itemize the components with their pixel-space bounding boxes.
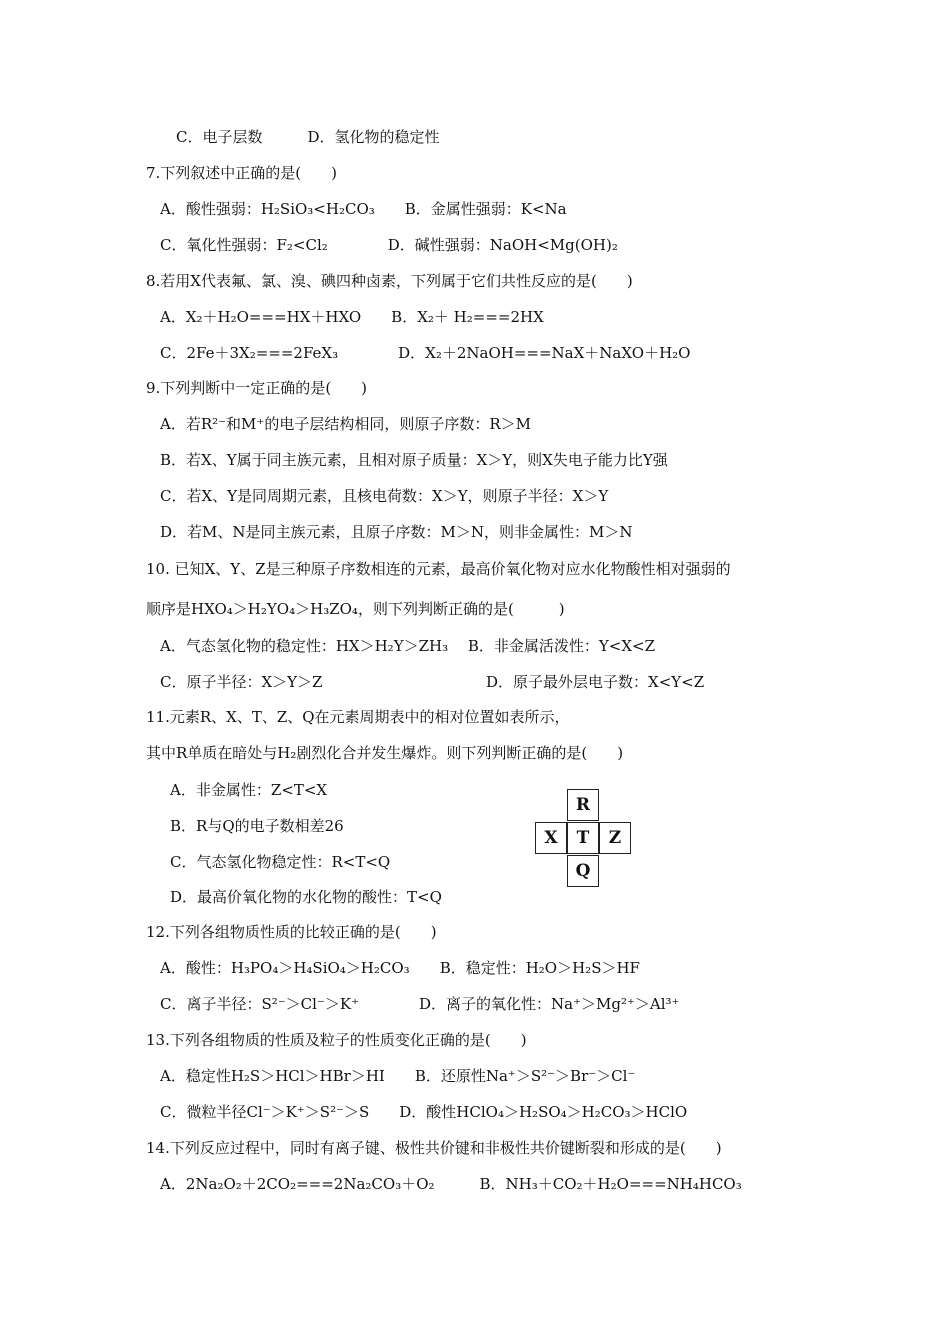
q11-option-d: D．最高价氧化物的水化物的酸性：T<Q	[170, 888, 442, 906]
q8-options-ab: A．X₂＋H₂O===HX＋HXO B．X₂＋ H₂===2HX	[160, 308, 544, 326]
q10-options-ab: A．气态氢化物的稳定性：HX＞H₂Y＞ZH₃ B．非金属活泼性：Y<X<Z	[160, 637, 656, 655]
q8-options-cd: C．2Fe＋3X₂===2FeX₃ D．X₂＋2NaOH===NaX＋NaXO＋H₂O	[160, 344, 691, 362]
q12-options-ab: A．酸性：H₃PO₄＞H₄SiO₄＞H₂CO₃ B．稳定性：H₂O＞H₂S＞HF	[160, 959, 640, 977]
question-9: 9.下列判断中一定正确的是( )	[146, 379, 368, 397]
q7-options-cd: C．氧化性强弱：F₂<Cl₂ D．碱性强弱：NaOH<Mg(OH)₂	[160, 236, 618, 254]
q11-option-a: A．非金属性：Z<T<X	[170, 781, 328, 799]
question-8: 8.若用X代表氟、氯、溴、碘四种卤素，下列属于它们共性反应的是( )	[146, 272, 633, 290]
q12-options-cd: C．离子半径：S²⁻＞Cl⁻＞K⁺ D．离子的氧化性：Na⁺＞Mg²⁺＞Al³⁺	[160, 995, 680, 1013]
q14-options-ab: A．2Na₂O₂＋2CO₂===2Na₂CO₃＋O₂ B．NH₃＋CO₂＋H₂O===NH₄HCO₃	[160, 1175, 742, 1193]
question-7: 7.下列叙述中正确的是( )	[146, 164, 338, 182]
cell-t: T	[567, 822, 599, 854]
q13-options-cd: C．微粒半径Cl⁻＞K⁺＞S²⁻＞S D．酸性HClO₄＞H₂SO₄＞H₂CO₃＞HClO	[160, 1103, 688, 1121]
question-11: 11.元素R、X、T、Z、Q在元素周期表中的相对位置如表所示，	[146, 708, 570, 726]
q10-option-d: D．原子最外层电子数：X<Y<Z	[486, 673, 705, 691]
q10-option-c: C．原子半径：X＞Y＞Z	[160, 673, 323, 691]
q9-option-d: D．若M、N是同主族元素，且原子序数：M＞N，则非金属性：M＞N	[160, 523, 633, 541]
periodic-table-fragment	[535, 789, 631, 887]
cell-r: R	[567, 789, 599, 821]
question-10: 10. 已知X、Y、Z是三种原子序数相连的元素，最高价氧化物对应水化物酸性相对强弱的	[146, 560, 731, 578]
question-11-cont: 其中R单质在暗处与H₂剧烈化合并发生爆炸。则下列判断正确的是( )	[146, 744, 624, 762]
q9-option-c: C．若X、Y是同周期元素，且核电荷数：X＞Y，则原子半径：X＞Y	[160, 487, 609, 505]
question-13: 13.下列各组物质的性质及粒子的性质变化正确的是( )	[146, 1031, 527, 1049]
q7-options-ab: A．酸性强弱：H₂SiO₃<H₂CO₃ B．金属性强弱：K<Na	[160, 200, 567, 218]
cell-x: X	[535, 822, 567, 854]
question-10-cont: 顺序是HXO₄＞H₂YO₄＞H₃ZO₄，则下列判断正确的是( )	[146, 600, 565, 618]
question-12: 12.下列各组物质性质的比较正确的是( )	[146, 923, 437, 941]
q11-option-c: C．气态氢化物稳定性：R<T<Q	[170, 853, 391, 871]
question-14: 14.下列反应过程中，同时有离子键、极性共价键和非极性共价键断裂和形成的是( )	[146, 1139, 722, 1157]
q13-options-ab: A．稳定性H₂S＞HCl＞HBr＞HI B．还原性Na⁺＞S²⁻＞Br⁻＞Cl⁻	[160, 1067, 636, 1085]
q9-option-b: B．若X、Y属于同主族元素，且相对原子质量：X＞Y，则X失电子能力比Y强	[160, 451, 668, 469]
q9-option-a: A．若R²⁻和M⁺的电子层结构相同，则原子序数：R＞M	[160, 415, 531, 433]
cell-q: Q	[567, 855, 599, 887]
q6-options-cd: C．电子层数 D．氢化物的稳定性	[176, 128, 440, 146]
cell-z: Z	[599, 822, 631, 854]
q11-option-b: B．R与Q的电子数相差26	[170, 817, 344, 835]
